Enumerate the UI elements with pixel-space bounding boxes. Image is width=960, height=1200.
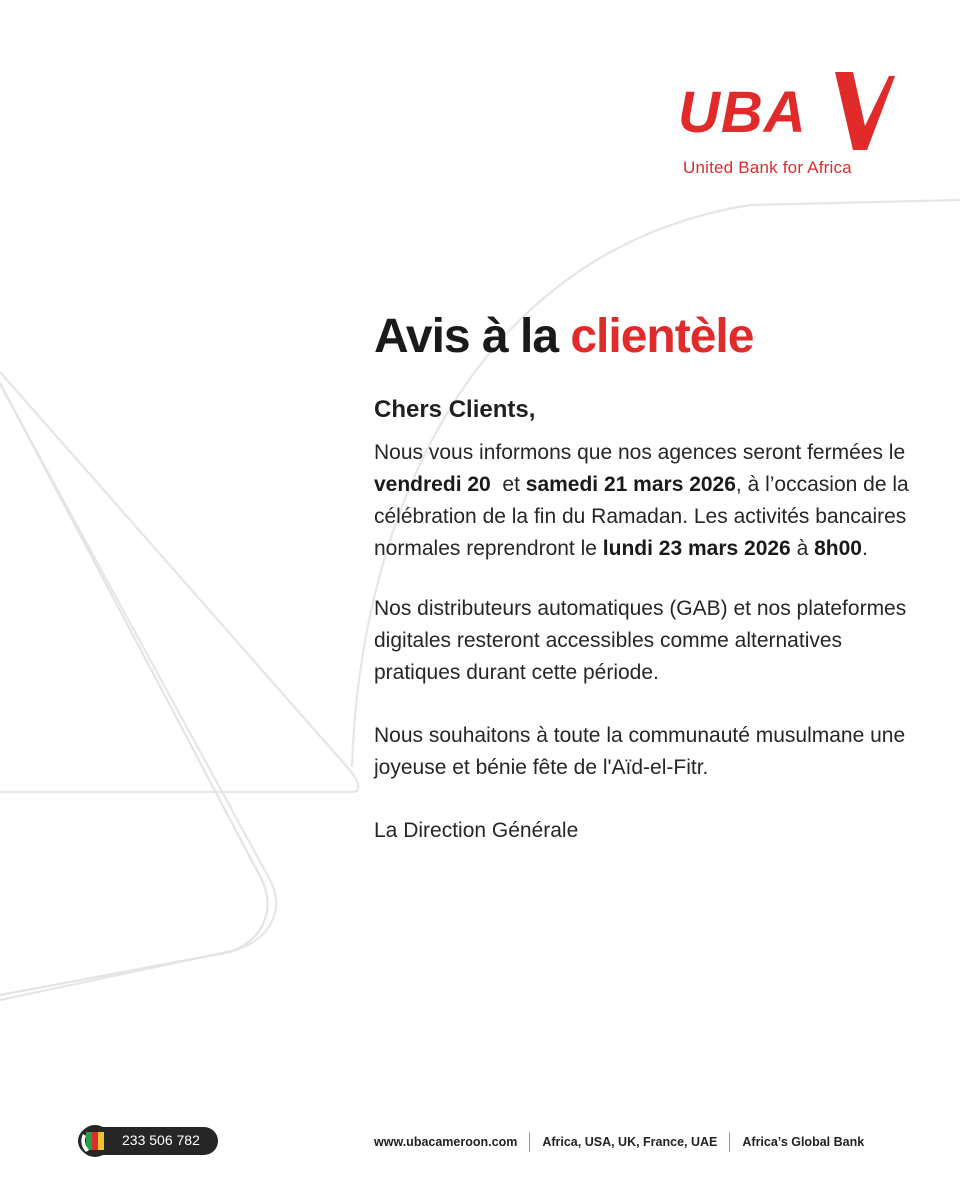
logo-wordmark: UBA [678,80,807,145]
para1-text-2: et [490,473,526,496]
closure-date-saturday: samedi 21 mars 2026 [525,473,736,496]
greeting-paragraph: Nous souhaitons à toute la communauté musulmane une joyeuse et bénie fête de l'Aïd-el-Fitr. [374,724,906,779]
phone-number: 233 506 782 [122,1132,200,1148]
uba-logo [660,70,900,185]
alternatives-paragraph: Nos distributeurs automatiques (GAB) et nos plateformes digitales resteront accessibles comme alternatives pratiques durant cette période. [374,597,907,684]
closure-date-friday: vendredi 20 [374,473,491,496]
notice-body [374,306,914,847]
slogan-text: Africa’s Global Bank [742,1135,865,1149]
title-accent: clientèle [570,310,754,363]
reopening-date: lundi 23 mars 2026 [602,537,791,560]
logo-tagline: United Bank for Africa [683,158,852,177]
divider [729,1132,730,1152]
title-prefix: Avis à la [374,310,571,363]
salutation: Chers Clients, [374,396,536,423]
para1-text-5: . [861,537,868,560]
divider [529,1132,530,1152]
para1-text-1: Nous vous informons que nos agences seront fermées le [374,441,906,464]
reopening-time: 8h00 [814,537,862,560]
footer-info [374,1131,864,1153]
locations-text: Africa, USA, UK, France, UAE [542,1135,718,1149]
para1-text-3: , à l’occasion de la célébration de la fin du Ramadan. Les activités bancaires normales reprendront le [374,473,909,560]
website-link[interactable]: www.ubacameroon.com [374,1135,518,1149]
signature: La Direction Générale [374,819,579,842]
phone-flag-icon [78,1124,114,1158]
phone-contact[interactable] [78,1127,218,1155]
logo-mark-icon [825,72,897,152]
closure-paragraph [374,437,914,565]
page-title [374,306,914,368]
para1-text-4: à [790,537,815,560]
